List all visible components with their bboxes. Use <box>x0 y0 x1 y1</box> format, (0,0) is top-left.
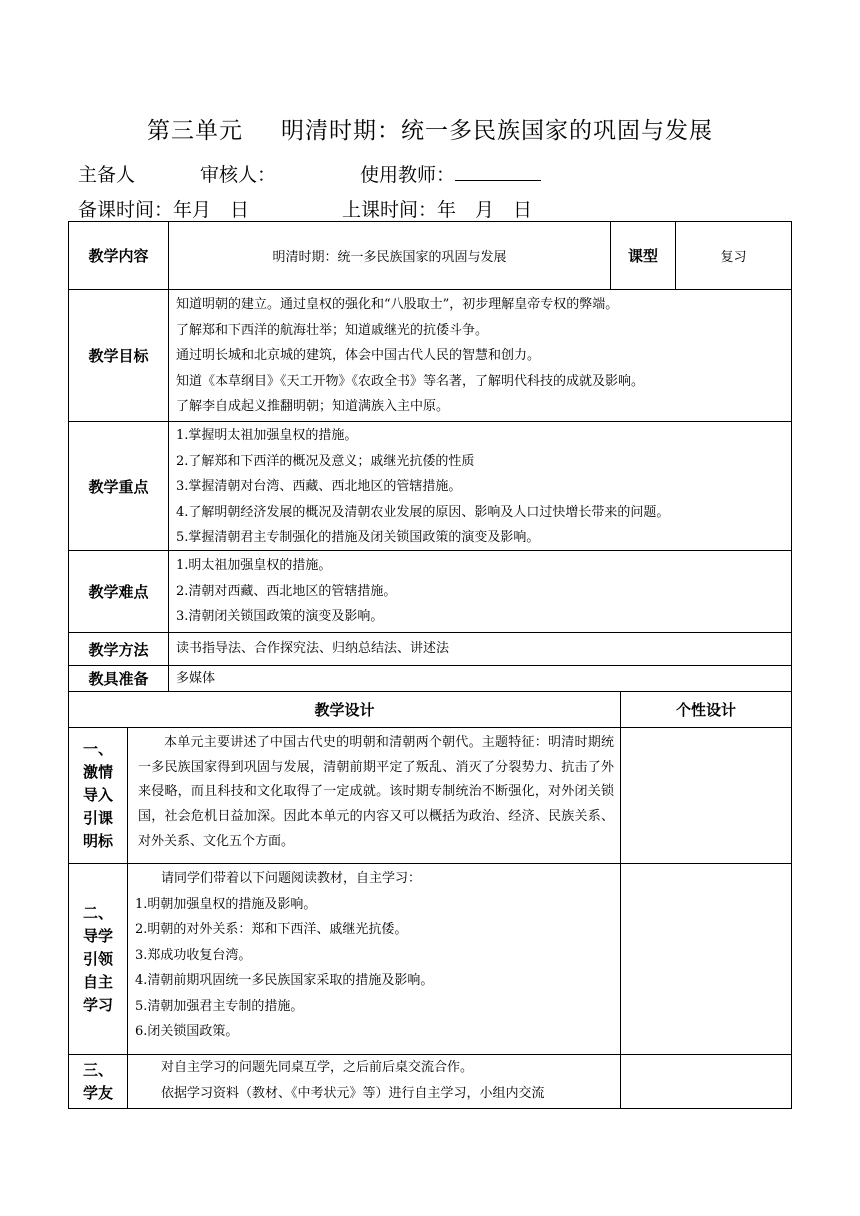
difficult-points-list <box>169 553 791 630</box>
goal-item: 了解郑和下西洋的航海壮举；知道戚继光的抗倭斗争。 <box>176 322 489 338</box>
key-point-item: 5.掌握清朝君主专制强化的措施及闭关锁国政策的演变及影响。 <box>176 530 540 545</box>
difficult-point-item: 2.清朝对西藏、西北地区的管辖措施。 <box>176 583 397 599</box>
content-label: 教学内容 <box>88 247 149 265</box>
title-topic: 明清时期：统一多民族国家的巩固与发展 <box>281 118 713 144</box>
class-time-label: 上课时间：年 月 日 <box>342 199 533 221</box>
goals-list <box>169 292 791 420</box>
goal-item: 知道《本草纲目》《天工开物》《农政全书》等名著，了解明代科技的成就及影响。 <box>176 373 645 389</box>
type-value: 复习 <box>720 250 747 265</box>
key-point-item: 4.了解明朝经济发展的概况及清朝农业发展的原因、影响及人口过快增长带来的问题。 <box>176 504 670 520</box>
method-label: 教学方法 <box>88 640 149 659</box>
personal-header: 个性设计 <box>675 701 736 719</box>
question-item: 6.闭关锁国政策。 <box>135 1024 239 1039</box>
question-item: 2.明朝的对外关系：郑和下西洋、戚继光抗倭。 <box>135 922 408 937</box>
goals-label: 教学目标 <box>88 347 149 365</box>
key-points-list <box>169 423 791 551</box>
tools-label: 教具准备 <box>88 670 149 688</box>
method-value: 读书指导法、合作探究法、归纳总结法、讲述法 <box>176 641 450 656</box>
type-label: 课型 <box>627 247 658 265</box>
question-item: 3.郑成功收复台湾。 <box>135 947 252 963</box>
key-point-item: 1.掌握明太祖加强皇权的措施。 <box>176 428 358 443</box>
tools-value: 多媒体 <box>176 671 216 686</box>
document-title <box>0 112 860 145</box>
difficult-point-item: 1.明太祖加强皇权的措施。 <box>176 558 332 573</box>
section-1-paragraph: 本单元主要讲述了中国古代史的明朝和清朝两个朝代。主题特征：明清时期统一多民族国家得到巩固与发展，清朝前期平定了叛乱、消灭了分裂势力、抗击了外来侵略，而且科技和文化取得了一定成就。该时期专制统治不断强化，对外闭关锁国，社会危机日益加深。因此本单元的内容又可以概括为政治、经济、民族关系、对外关系、文化五个方面。 <box>138 735 614 849</box>
section-3-label: 三、 学友 <box>82 1060 113 1102</box>
goal-item: 通过明长城和北京城的建筑，体会中国古代人民的智慧和创力。 <box>176 348 541 363</box>
section-3-line: 依据学习资料（教材、《中考状元》等）进行自主学习，小组内交流 <box>161 1085 545 1101</box>
teacher-blank <box>455 162 541 181</box>
teacher-label: 使用教师： <box>360 164 456 186</box>
key-point-item: 3.掌握清朝对台湾、西藏、西北地区的管辖措施。 <box>176 479 462 494</box>
difficult-points-label: 教学难点 <box>88 583 149 601</box>
section-1-label: 一、 激情 导入 引课 明标 <box>82 740 113 850</box>
section-3-line: 对自主学习的问题先同桌互学，之后前后桌交流合作。 <box>161 1060 474 1075</box>
key-points-label: 教学重点 <box>88 477 149 496</box>
question-item: 4.清朝前期巩固统一多民族国家采取的措施及影响。 <box>135 973 434 988</box>
design-header: 教学设计 <box>314 701 375 719</box>
section-1-content <box>128 731 620 855</box>
difficult-point-item: 3.清朝闭关锁国政策的演变及影响。 <box>176 609 384 624</box>
key-point-item: 2.了解郑和下西洋的概况及意义；戚继光抗倭的性质 <box>176 453 475 469</box>
goal-item: 了解李自成起义推翻明朝；知道满族入主中原。 <box>176 399 450 414</box>
preparer-label: 主备人 <box>78 164 136 186</box>
section-2-content <box>128 866 620 1045</box>
content-value: 明清时期：统一多民族国家的巩固与发展 <box>272 250 507 265</box>
goal-item: 知道明朝的建立。通过皇权的强化和“八股取士”，初步理解皇帝专权的弊端。 <box>176 297 619 312</box>
title-unit: 第三单元 <box>147 118 243 144</box>
section-2-intro: 请同学们带着以下问题阅读教材，自主学习： <box>161 871 422 886</box>
question-item: 1.明朝加强皇权的措施及影响。 <box>135 896 317 912</box>
section-3-content <box>128 1055 620 1106</box>
teacher-field <box>360 160 541 187</box>
question-item: 5.清朝加强君主专制的措施。 <box>135 998 304 1014</box>
section-2-label: 二、 导学 引领 自主 学习 <box>82 903 113 1014</box>
prep-time-label: 备课时间：年月 日 <box>78 199 250 221</box>
reviewer-label: 审核人： <box>200 164 277 186</box>
